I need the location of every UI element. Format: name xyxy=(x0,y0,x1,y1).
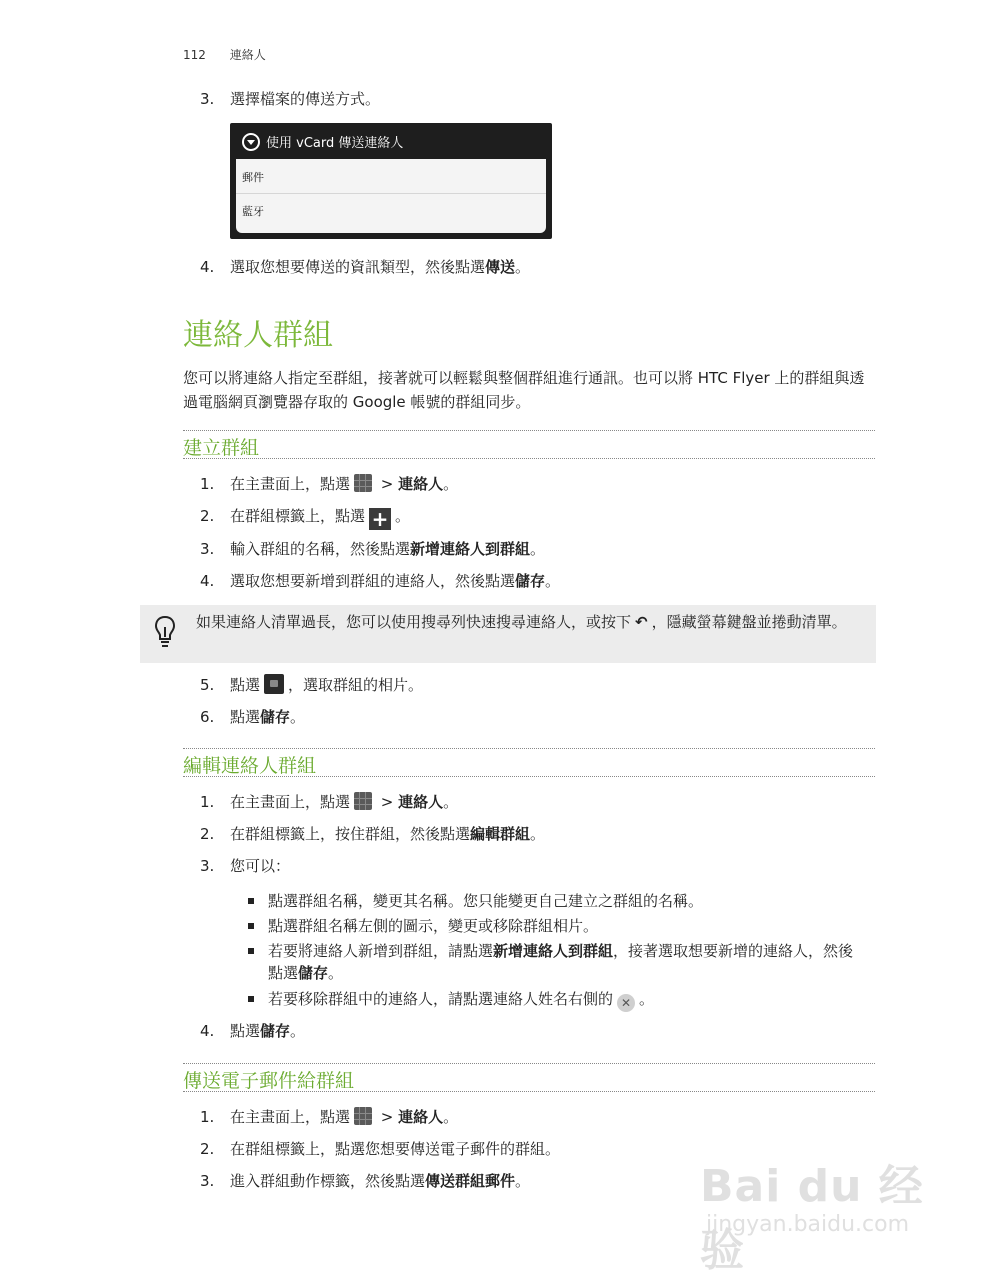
bullet-icon xyxy=(248,996,254,1002)
list-item: 3. 輸入群組的名稱，然後點選新增連絡人到群組。 xyxy=(200,540,546,558)
option-email[interactable]: 郵件 xyxy=(242,171,264,184)
rule xyxy=(183,776,875,777)
list-item: 4. 點選儲存。 xyxy=(200,1022,306,1040)
list-item: 1. 在主畫面上，點選 > 連絡人。 xyxy=(200,1108,459,1126)
option-bluetooth[interactable]: 藍牙 xyxy=(242,205,264,218)
rule xyxy=(183,430,875,431)
list-item: 2. 在群組標籤上，點選 + 。 xyxy=(200,507,411,531)
step-choose-method: 3. 選擇檔案的傳送方式。 xyxy=(200,90,381,108)
tip-text: 如果連絡人清單過長，您可以使用搜尋列快速搜尋連絡人，或按下 ↶ ，隱藏螢幕鍵盤並捲動清單。 xyxy=(196,613,847,631)
dialog-body xyxy=(236,159,546,233)
list-item: 5. 點選 ，選取群組的相片。 xyxy=(200,676,424,694)
header-section: 連絡人 xyxy=(229,48,266,62)
all-apps-icon xyxy=(354,1107,372,1125)
heading-email-group: 傳送電子郵件給群組 xyxy=(183,1070,355,1092)
rule xyxy=(183,458,875,459)
page-number: 112 xyxy=(183,48,206,62)
baidu-watermark xyxy=(700,1150,960,1276)
rule xyxy=(183,748,875,749)
bullet-item: 點選群組名稱，變更其名稱。您只能變更自己建立之群組的名稱。 xyxy=(248,890,868,912)
dialog-title: 使用 vCard 傳送連絡人 xyxy=(236,129,546,159)
heading-create-group: 建立群組 xyxy=(183,437,260,459)
list-item: 6. 點選儲存。 xyxy=(200,708,306,726)
rule xyxy=(183,1063,875,1064)
divider xyxy=(236,193,546,194)
lightbulb-icon xyxy=(154,615,176,649)
rule xyxy=(183,1091,875,1092)
dropdown-circle-icon xyxy=(242,133,260,151)
camera-icon xyxy=(264,674,284,694)
page-header xyxy=(183,46,266,63)
bullet-item: 點選群組名稱左側的圖示，變更或移除群組相片。 xyxy=(248,915,868,937)
list-item: 4. 選取您想要新增到群組的連絡人，然後點選儲存。 xyxy=(200,572,561,590)
heading-edit-group: 編輯連絡人群組 xyxy=(183,755,317,777)
back-arrow-icon: ↶ xyxy=(635,613,648,631)
all-apps-icon xyxy=(354,792,372,810)
intro-paragraph: 您可以將連絡人指定至群組，接著就可以輕鬆與整個群組進行通訊。也可以將 HTC Flyer 上的群組與透過電腦網頁瀏覽器存取的 Google 帳號的群組同步。 xyxy=(183,369,865,411)
step-choose-info: 4. 選取您想要傳送的資訊類型，然後點選傳送。 xyxy=(200,258,531,276)
list-item: 1. 在主畫面上，點選 > 連絡人。 xyxy=(200,475,459,493)
bullet-icon xyxy=(248,948,254,954)
vcard-dialog xyxy=(230,123,552,239)
list-item: 3. 進入群組動作標籤，然後點選傳送群組郵件。 xyxy=(200,1172,531,1190)
section-title: 連絡人群組 xyxy=(183,318,333,353)
list-item: 2. 在群組標籤上，按住群組，然後點選編輯群組。 xyxy=(200,825,546,843)
remove-x-icon: ✕ xyxy=(617,994,635,1012)
watermark-brand: Bai du 经验 xyxy=(700,1161,924,1276)
watermark-url: jingyan.baidu.com xyxy=(706,1212,910,1237)
list-item: 2. 在群組標籤上，點選您想要傳送電子郵件的群組。 xyxy=(200,1140,561,1158)
bullet-item: 若要將連絡人新增到群組，請點選新增連絡人到群組，接著選取想要新增的連絡人，然後點選儲存。 xyxy=(248,940,868,984)
list-item: 3. 您可以： xyxy=(200,857,291,875)
all-apps-icon xyxy=(354,474,372,492)
tip-box xyxy=(140,605,876,663)
list-item: 1. 在主畫面上，點選 > 連絡人。 xyxy=(200,793,459,811)
bullet-item: 若要移除群組中的連絡人，請點選連絡人姓名右側的 ✕ 。 xyxy=(248,988,868,1012)
plus-icon: + xyxy=(369,508,391,530)
bullet-icon xyxy=(248,898,254,904)
bullet-icon xyxy=(248,923,254,929)
